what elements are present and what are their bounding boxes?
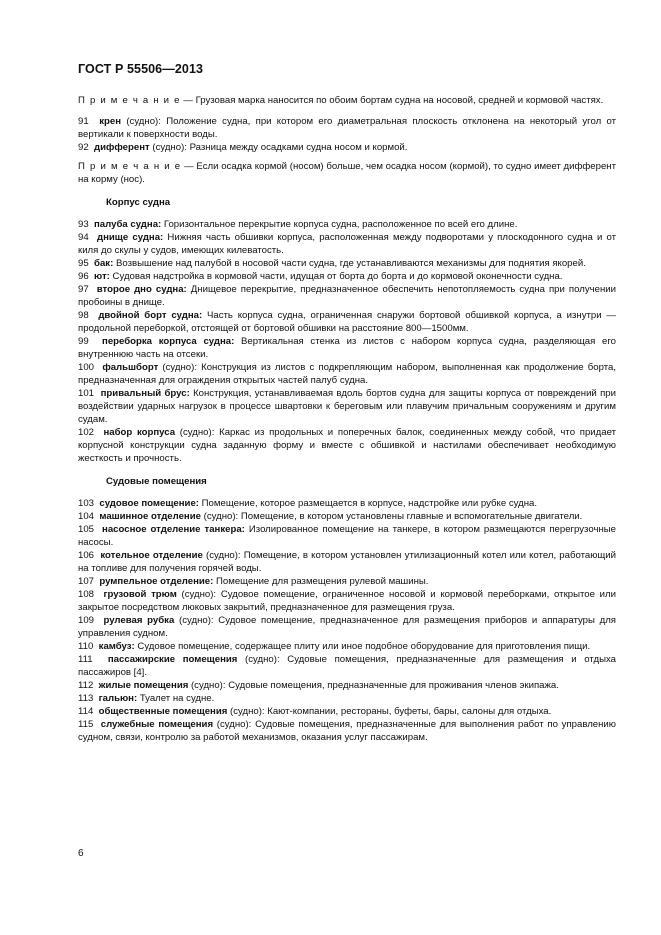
term-definition: Днищевое перекрытие, предназначенное обеспечить непотопляемость судна при получении пробоины в днище.	[78, 284, 616, 308]
note-text: — Если осадка кормой (носом) больше, чем осадка носом (кормой), то судно имеет дифферент на корму (нос).	[78, 161, 616, 185]
term-definition: Конструкция из листов с подкрепляющим набором, выполненная как продолжение борта, предназначенная для ограждения открытых частей палуб судна.	[78, 362, 616, 386]
term-name: крен	[99, 116, 122, 127]
term-qualifier: (судно):	[200, 511, 239, 522]
term-entry	[78, 387, 616, 426]
term-name: дифферент	[94, 142, 150, 153]
term-definition: Судовое помещение, ограниченное носовой и кормовой переборками, открытое или закрытое посредством люковых закрытий, предназначенное для размещения груза.	[78, 589, 616, 613]
note-text: — Грузовая марка наносится по обоим бортам судна на носовой, средней и кормовой частях.	[180, 95, 604, 106]
term-entry	[78, 497, 616, 510]
term-qualifier: (судно):	[176, 589, 217, 600]
term-qualifier: (судно):	[202, 550, 241, 561]
entry-number: 97	[78, 284, 89, 295]
entry-number: 110	[78, 641, 94, 652]
entry-number: 108	[78, 589, 95, 600]
term-entry	[78, 257, 616, 270]
note-label: П р и м е ч а н и е	[78, 161, 182, 172]
term-name: румпельное отделение:	[99, 576, 214, 587]
term-entry	[78, 705, 616, 718]
section-heading-hull: Корпус судна	[106, 197, 171, 208]
term-name: пассажирские помещения	[107, 654, 238, 665]
term-entry	[78, 218, 616, 231]
term-definition: Туалет на судне.	[137, 693, 215, 704]
term-definition: Кают-компании, рестораны, буфеты, бары, салоны для отдыха.	[264, 706, 552, 717]
entry-number: 111	[78, 654, 93, 665]
term-definition: Разница между осадками судна носом и кормой.	[186, 142, 408, 153]
term-name: котельное отделение	[100, 550, 203, 561]
entry-number: 106	[78, 550, 95, 561]
term-definition: Каркас из продольных и поперечных балок, соединенных между собой, что придает корпусной конструкции судна заданную форму и вместе с обшивкой и настилами обеспечивает необходимую жесткость и прочность.	[78, 427, 616, 464]
term-qualifier: (судно):	[227, 706, 265, 717]
term-name: машинное отделение	[99, 511, 201, 522]
term-qualifier: (судно):	[149, 142, 187, 153]
term-entry	[78, 679, 616, 692]
entry-number: 96	[78, 271, 89, 282]
term-definition: Судовая надстройка в кормовой части, идущая от борта до борта и до кормовой оконечности судна.	[109, 271, 563, 282]
term-definition: Часть корпуса судна, ограниченная снаружи бортовой обшивкой корпуса, а изнутри — продольной переборкой, отстоящей от бортовой обшивки на расстояние 800—1500мм.	[78, 310, 616, 334]
term-definition: Помещение, которое размещается в корпусе, надстройке или рубке судна.	[199, 498, 538, 509]
entry-list-a	[78, 115, 616, 154]
term-name: рулевая рубка	[103, 615, 175, 626]
term-name: общественные помещения	[98, 706, 228, 717]
entry-number: 115	[78, 719, 94, 730]
term-entry	[78, 718, 616, 744]
term-definition: Положение судна, при котором его диаметральная плоскость отклонена на некоторый угол от вертикали к поверхности воды.	[78, 116, 616, 140]
term-name: насосное отделение танкера:	[102, 524, 245, 535]
entry-number: 93	[78, 219, 89, 230]
note-2	[78, 160, 616, 186]
term-name: набор корпуса	[103, 427, 176, 438]
term-definition: Судовые помещения, предназначенные для выполнения работ по управлению судном, связи, контролю за работой механизмов, оказания услуг пассажирам.	[78, 719, 616, 743]
document-body	[78, 94, 616, 744]
term-definition: Судовое помещение, предназначенное для размещения приборов и аппаратуры для управления судном.	[78, 615, 616, 639]
term-definition: Судовые помещения, предназначенные для проживания членов экипажа.	[225, 680, 559, 691]
term-name: камбуз:	[98, 641, 135, 652]
term-qualifier: (судно):	[188, 680, 226, 691]
entry-number: 91	[78, 116, 89, 127]
term-definition: Возвышение над палубой в носовой части судна, где устанавливаются механизмы для поднятия якорей.	[113, 258, 586, 269]
term-qualifier: (судно):	[213, 719, 252, 730]
term-definition: Помещение для размещения рулевой машины.	[213, 576, 429, 587]
term-definition: Конструкция, устанавливаемая вдоль бортов судна для защиты корпуса от повреждений при воздействии ударных нагрузок в процессе швартовки к береговым или плавучим причальным сооружениям и другим судам.	[78, 388, 616, 425]
term-name: бак:	[94, 258, 114, 269]
term-name: двойной борт судна:	[98, 310, 203, 321]
term-name: служебные помещения	[100, 719, 214, 730]
term-name: второе дно судна:	[96, 284, 187, 295]
entry-number: 104	[78, 511, 95, 522]
entry-number: 109	[78, 615, 95, 626]
term-definition: Нижняя часть обшивки корпуса, расположенная между подворотами у плоскодонного судна и от киля до скулы у судов, имеющих килеватость.	[78, 232, 616, 256]
page-number: 6	[78, 848, 84, 859]
term-entry	[78, 614, 616, 640]
term-definition: Изолированное помещение на танкере, в котором размещаются перегрузочные насосы.	[78, 524, 616, 548]
term-entry	[78, 115, 616, 141]
term-definition: Помещение, в котором установлен утилизационный котел или котел, работающий на топливе для получения горячей воды.	[78, 550, 617, 574]
term-name: фальшборт	[102, 362, 159, 373]
term-qualifier: (судно):	[237, 654, 280, 665]
entry-list-b	[78, 218, 616, 465]
term-name: ют:	[94, 271, 110, 282]
entry-number: 112	[78, 680, 94, 691]
entry-number: 114	[78, 706, 94, 717]
term-entry	[78, 640, 616, 653]
term-entry	[78, 426, 616, 465]
term-qualifier: (судно):	[174, 615, 214, 626]
term-entry	[78, 309, 616, 335]
term-definition: Судовое помещение, содержащее плиту или иное подобное оборудование для приготовления пищи.	[134, 641, 591, 652]
term-name: грузовой трюм	[103, 589, 177, 600]
term-qualifier: (судно):	[175, 427, 215, 438]
term-definition: Вертикальная стенка из листов с набором корпуса судна, разделяющая его внутреннюю часть на отсеки.	[78, 336, 616, 360]
term-entry	[78, 692, 616, 705]
term-entry	[78, 141, 616, 154]
term-entry	[78, 523, 616, 549]
term-entry	[78, 335, 616, 361]
note-1	[78, 94, 616, 107]
entry-number: 103	[78, 498, 95, 509]
term-name: жилые помещения	[98, 680, 189, 691]
term-name: привальный брус:	[100, 388, 190, 399]
entry-number: 105	[78, 524, 95, 535]
entry-number: 98	[78, 310, 89, 321]
term-entry	[78, 575, 616, 588]
entry-number: 107	[78, 576, 95, 587]
term-name: переборка корпуса судна:	[102, 336, 235, 347]
term-entry	[78, 549, 616, 575]
entry-number: 92	[78, 142, 89, 153]
term-entry	[78, 510, 616, 523]
term-entry	[78, 588, 616, 614]
entry-number: 101	[78, 388, 95, 399]
term-name: судовое помещение:	[99, 498, 199, 509]
term-name: гальюн:	[98, 693, 138, 704]
entry-list-c	[78, 497, 616, 744]
term-name: днище судна:	[97, 232, 164, 243]
term-entry	[78, 270, 616, 283]
section-heading-rooms: Судовые помещения	[106, 476, 207, 487]
term-qualifier: (судно):	[158, 362, 197, 373]
term-definition: Помещение, в котором установлены главные и вспомогательные двигатели.	[238, 511, 583, 522]
term-qualifier: (судно):	[121, 116, 161, 127]
term-definition: Судовые помещения, предназначенные для размещения и отдыха пассажиров [4].	[78, 654, 616, 678]
term-name: палуба судна:	[94, 219, 162, 230]
note-label: П р и м е ч а н и е	[78, 95, 181, 106]
entry-number: 95	[78, 258, 89, 269]
term-definition: Горизонтальное перекрытие корпуса судна, расположенное по всей его длине.	[161, 219, 518, 230]
document-header: ГОСТ Р 55506—2013	[78, 62, 204, 76]
entry-number: 113	[78, 693, 94, 704]
term-entry	[78, 283, 616, 309]
term-entry	[78, 653, 616, 679]
entry-number: 99	[78, 336, 89, 347]
entry-number: 94	[78, 232, 89, 243]
term-entry	[78, 231, 616, 257]
entry-number: 100	[78, 362, 95, 373]
entry-number: 102	[78, 427, 95, 438]
term-entry	[78, 361, 616, 387]
